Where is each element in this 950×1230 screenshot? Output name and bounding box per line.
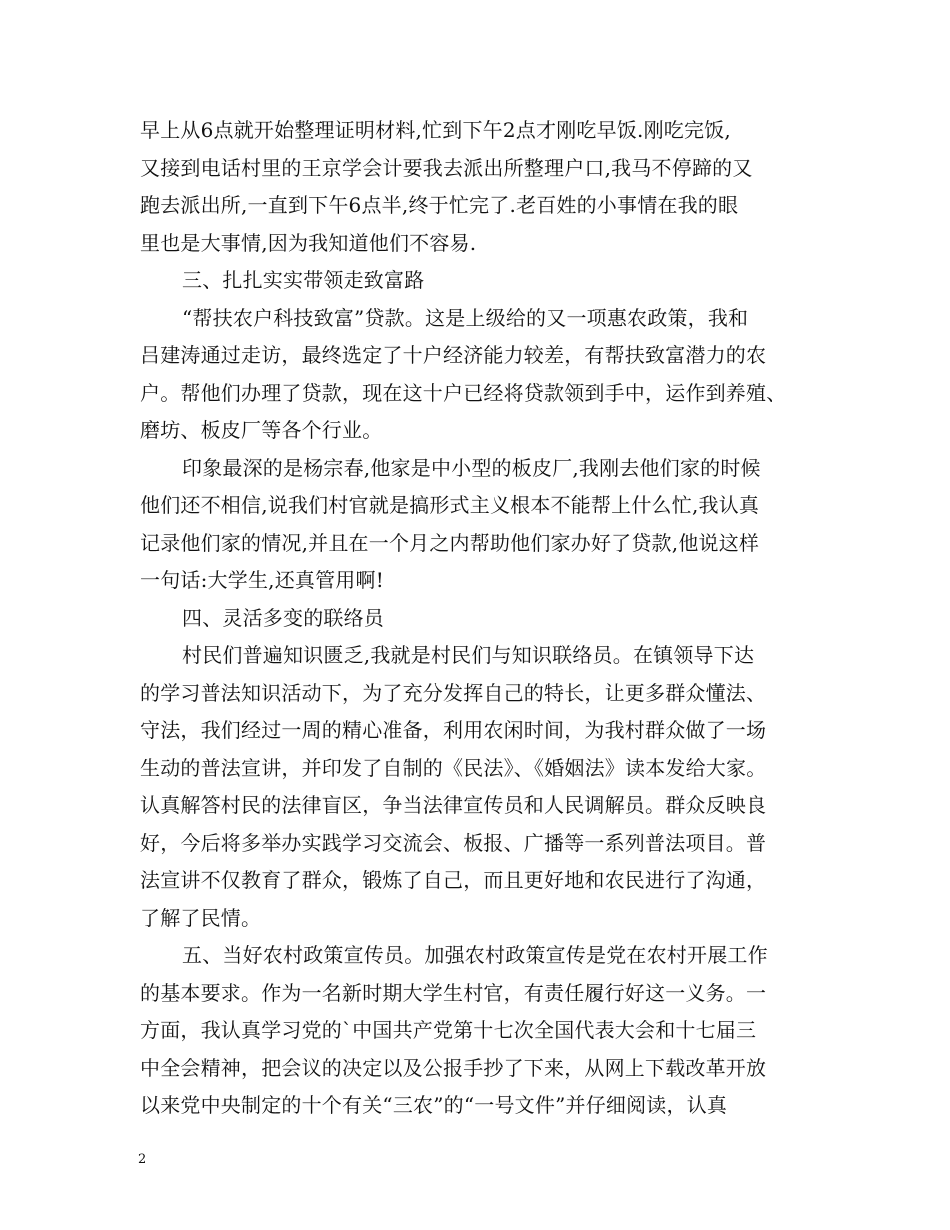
text-line: 以来党中央制定的十个有关“三农”的“一号文件”并仔细阅读，认真: [140, 1093, 728, 1117]
text-line: 磨坊、板皮厂等各个行业。: [140, 418, 383, 442]
text-line: 守法，我们经过一周的精心准备，利用农闲时间，为我村群众做了一场: [140, 718, 767, 742]
text-line: 法宣讲不仅教育了群众，锻炼了自己，而且更好地和农民进行了沟通，: [140, 868, 767, 892]
text-line: 的学习普法知识活动下，为了充分发挥自己的特长，让更多群众懂法、: [140, 680, 767, 705]
section-heading: 五、当好农村政策宣传员。加强农村政策宣传是党在农村开展工作: [182, 943, 768, 967]
text-line: 的基本要求。作为一名新时期大学生村官，有责任履行好这一义务。一: [140, 980, 767, 1005]
text-line: 一句话:大学生,还真管用啊!: [140, 568, 384, 592]
page-number: 2: [138, 1152, 147, 1167]
text-line: 记录他们家的情况,并且在一个月之内帮助他们家办好了贷款,他说这样: [140, 530, 760, 555]
section-heading: 四、灵活多变的联络员: [182, 605, 384, 630]
text-line: 户。帮他们办理了贷款，现在这十户已经将贷款领到手中，运作到养殖、: [140, 380, 787, 405]
text-line: 他们还不相信,说我们村官就是搞形式主义根本不能帮上什么忙,我认真: [140, 493, 760, 517]
text-line: “帮扶农户科技致富”贷款。这是上级给的又一项惠农政策，我和: [182, 305, 749, 330]
text-line: 生动的普法宣讲，并印发了自制的《民法》、《婚姻法》读本发给大家。: [140, 755, 767, 780]
text-line: 了解了民情。: [140, 905, 262, 930]
text-line: 跑去派出所,一直到下午6点半,终于忙完了.老百姓的小事情在我的眼: [140, 193, 739, 217]
text-line: 吕建涛通过走访，最终选定了十户经济能力较差，有帮扶致富潜力的农: [140, 343, 767, 367]
text-line: 早上从6点就开始整理证明材料,忙到下午2点才刚吃早饭.刚吃完饭,: [140, 118, 731, 142]
text-line: 村民们普遍知识匮乏,我就是村民们与知识联络员。在镇领导下达: [182, 643, 755, 667]
text-line: 中全会精神，把会议的决定以及公报手抄了下来，从网上下载改革开放: [140, 1055, 767, 1080]
text-line: 好，今后将多举办实践学习交流会、板报、广播等一系列普法项目。普: [140, 830, 767, 855]
text-line: 里也是大事情,因为我知道他们不容易.: [140, 230, 477, 255]
text-line: 又接到电话村里的王京学会计要我去派出所整理户口,我马不停蹄的又: [140, 155, 753, 180]
document-body: [140, 112, 812, 1125]
text-line: 印象最深的是杨宗春,他家是中小型的板皮厂,我刚去他们家的时候: [182, 455, 761, 480]
text-line: 认真解答村民的法律盲区，争当法律宣传员和人民调解员。群众反映良: [140, 793, 767, 817]
section-heading: 三、扎扎实实带领走致富路: [182, 268, 425, 292]
text-line: 方面，我认真学习党的`中国共产党第十七次全国代表大会和十七届三: [140, 1018, 757, 1042]
